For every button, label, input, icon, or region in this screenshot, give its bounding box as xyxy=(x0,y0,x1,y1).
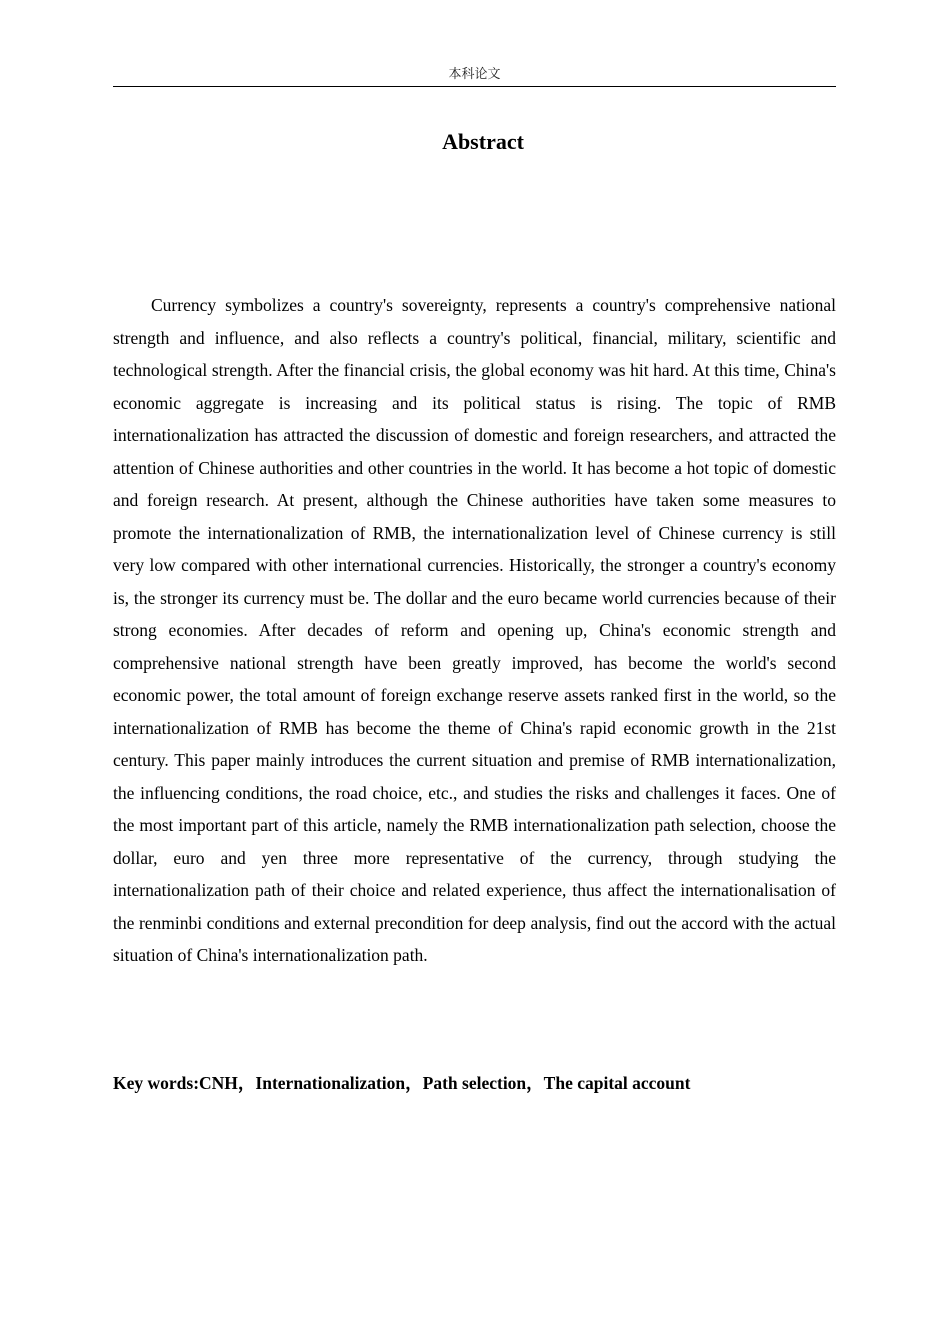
abstract-paragraph: Currency symbolizes a country's sovereignty, represents a country's comprehensive national strength and influence, and also reflects a country's political, financial, military, scientific and technological strength. After the financial crisis, the global economy was hit hard. At this time, China's economic aggregate is increasing and its political status is rising. The topic of RMB internationalization has attracted the discussion of domestic and foreign researchers, and attracted the attention of Chinese authorities and other countries in the world. It has become a hot topic of domestic and foreign research. At present, although the Chinese authorities have taken some measures to promote the internationalization of RMB, the internationalization level of Chinese currency is still very low compared with other international currencies. Historically, the stronger a country's economy is, the stronger its currency must be. The dollar and the euro became world currencies because of their strong economies. After decades of reform and opening up, China's economic strength and comprehensive national strength have been greatly improved, has become the world's second economic power, the total amount of foreign exchange reserve assets ranked first in the world, so the internationalization of RMB has become the theme of China's rapid economic growth in the 21st century. This paper mainly introduces the current situation and premise of RMB internationalization, the influencing conditions, the road choice, etc., and studies the risks and challenges it faces. One of the most important part of this article, namely the RMB internationalization path selection, choose the dollar, euro and yen three more representative of the currency, through studying the internationalization path of their choice and related experience, thus affect the internationalisation of the renminbi conditions and external precondition for deep analysis, find out the accord with the actual situation of China's internationalization path. xyxy=(113,295,836,965)
page-title: Abstract xyxy=(442,129,524,154)
running-header: 本科论文 xyxy=(113,64,836,87)
keywords-line: Key words:CNH，Internationalization，Path selection，The capital account xyxy=(113,1073,691,1093)
